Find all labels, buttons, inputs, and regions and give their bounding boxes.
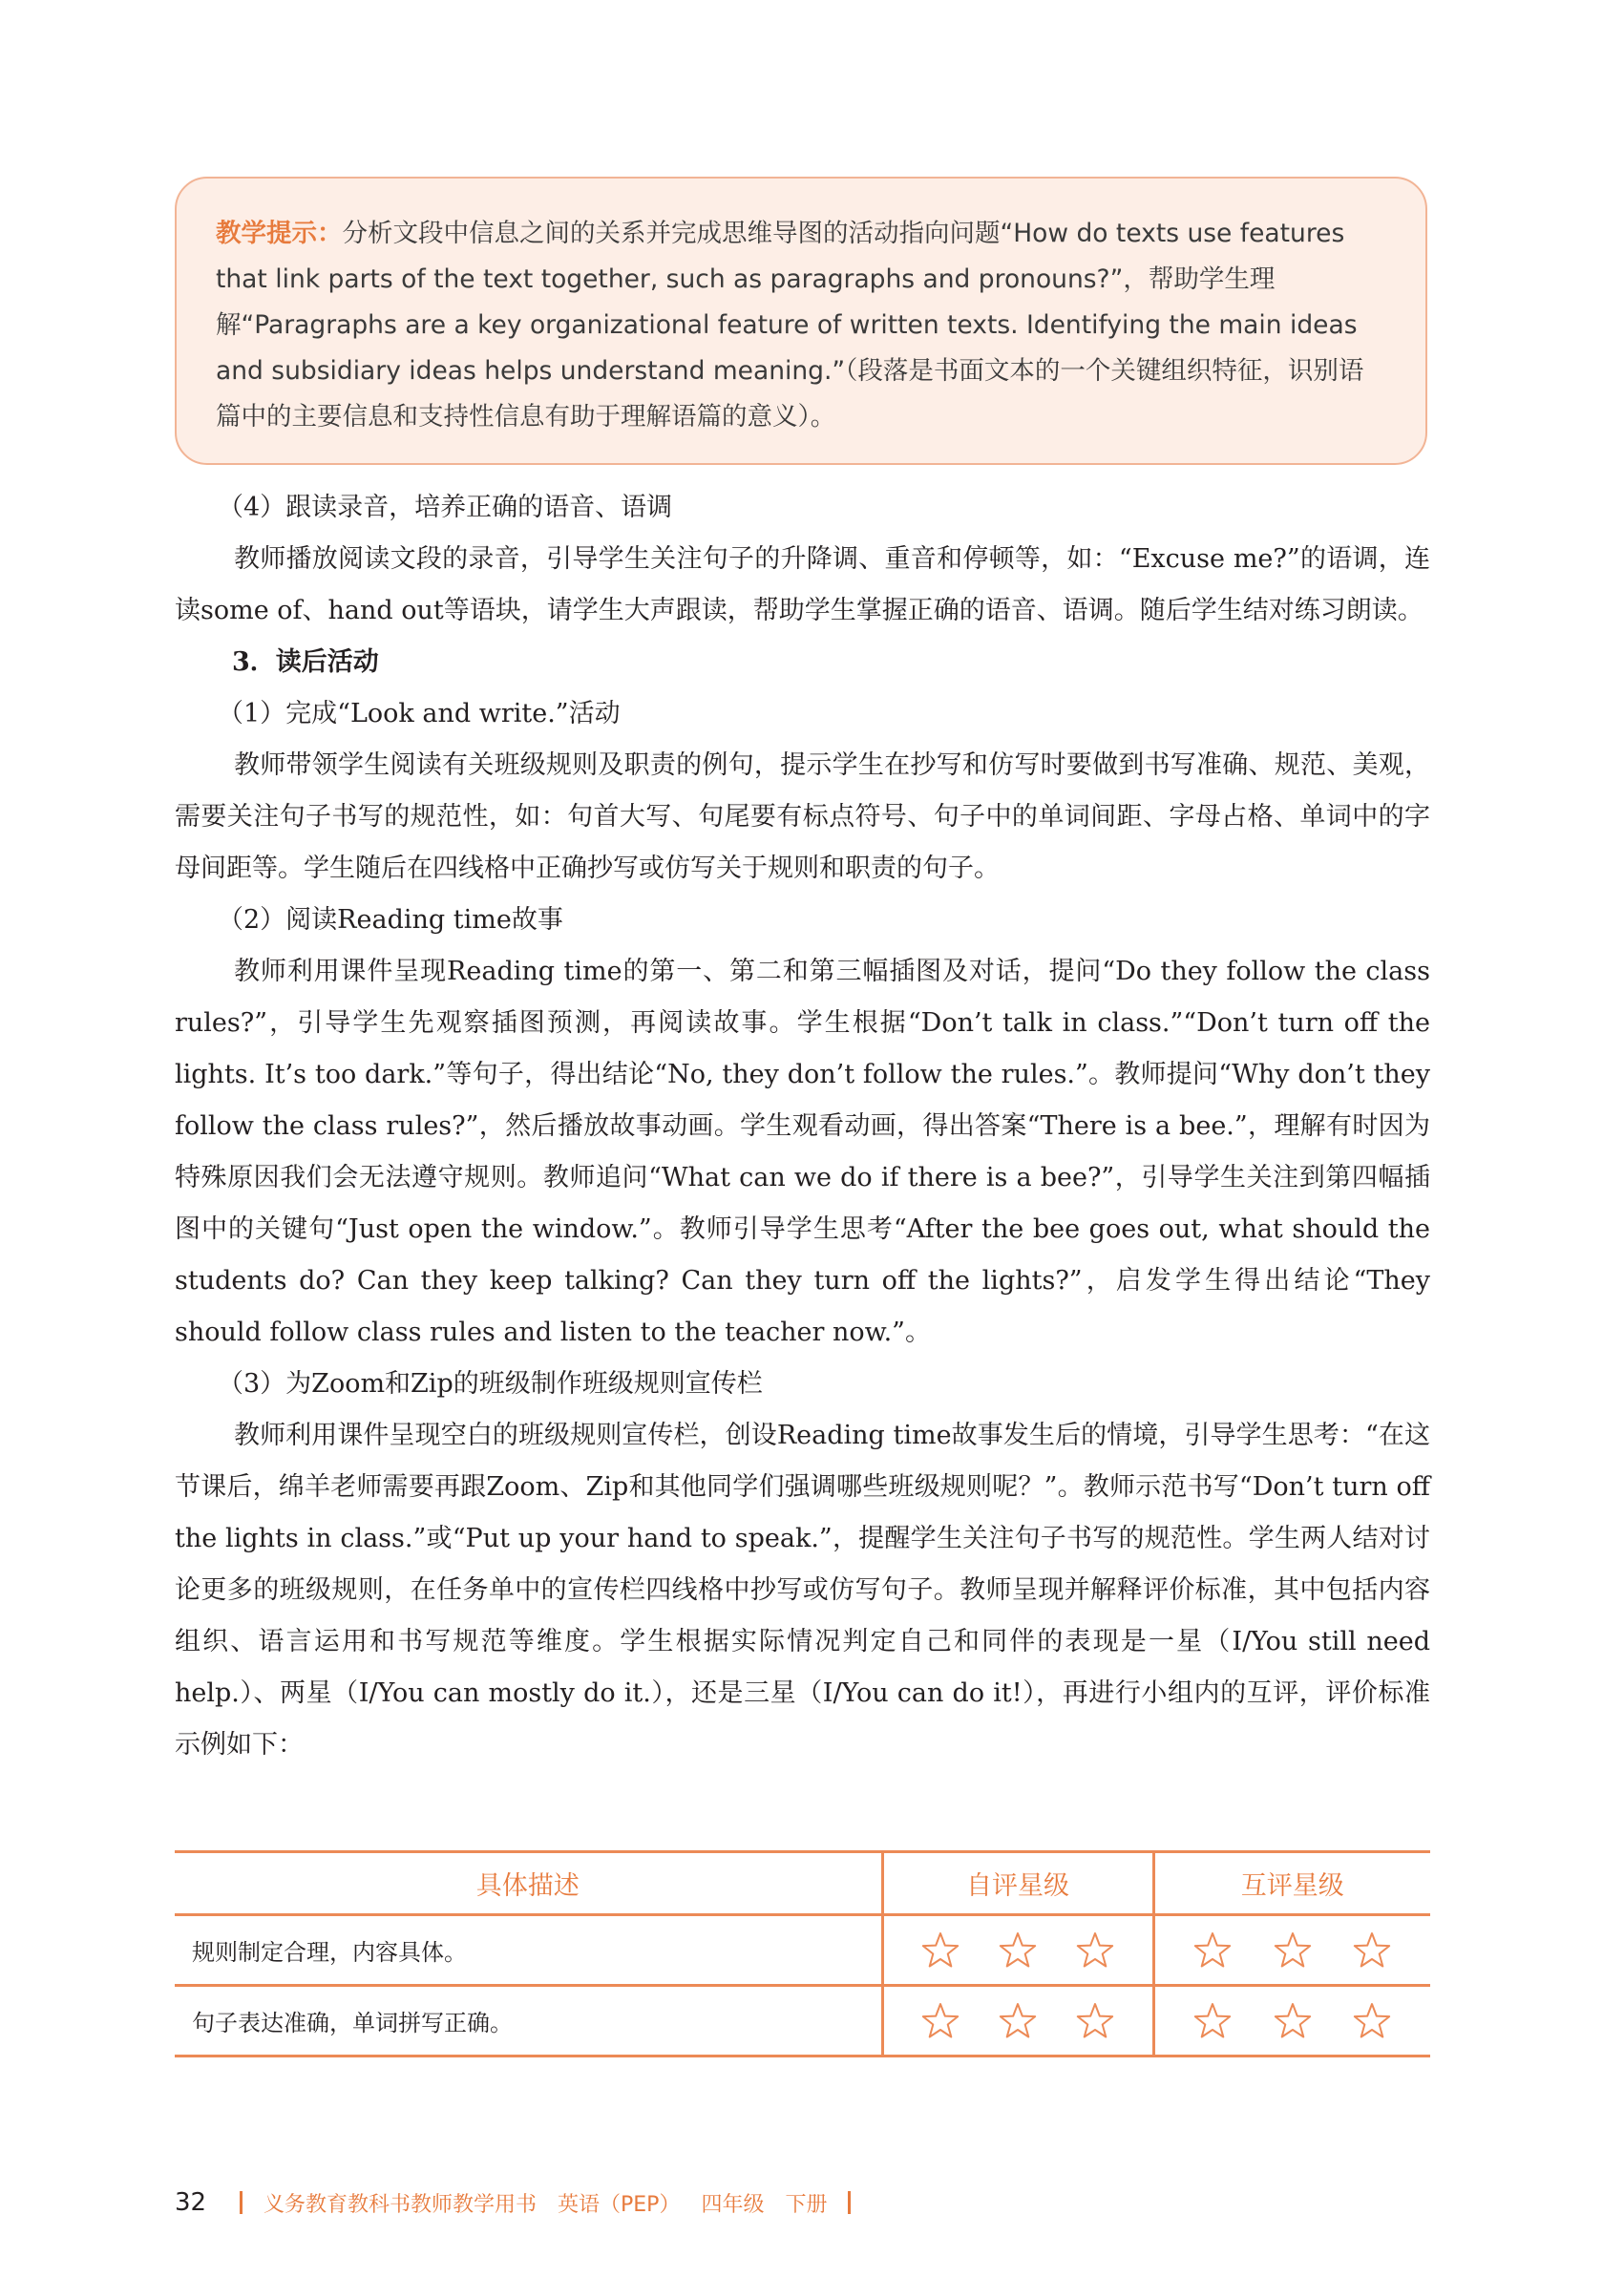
star-rating [885,1930,1151,1971]
star-outline-icon [920,2001,960,2041]
footer-divider [848,2191,851,2214]
criterion-description: 句子表达准确，单词拼写正确。 [175,1986,882,2057]
table-row [175,1915,1430,1986]
peer-rating-cell [1153,1915,1430,1986]
star-rating [1156,2001,1430,2041]
star-outline-icon [998,1930,1038,1971]
star-outline-icon [998,2001,1038,2041]
star-outline-icon [1192,1930,1233,1971]
footer-subject: 英语（PEP） [558,2192,681,2217]
subsection-1-heading: （1）完成“Look and write.”活动 [218,699,621,728]
criterion-description: 规则制定合理，内容具体。 [175,1915,882,1986]
subsection-4-paragraph: 教师播放阅读文段的录音，引导学生关注句子的升降调、重音和停顿等，如：“Excuse me?”的语调，连读some of、hand out等语块，请学生大声跟读，帮助学生掌握正确的语音、语调。随后学生结对练习朗读。 [175,544,1430,625]
subsection-2-paragraph: 教师利用课件呈现Reading time的第一、第二和第三幅插图及对话，提问“Do they follow the class rules?”，引导学生先观察插图预测，再阅读故事。学生根据“Don’t talk in class.”“Don’t turn off the lights. It’s too dark.”等句子，得出结论“No, they don’t follow the rules.”。教师提问“Why don’t they follow the class rules?”，然后播放故事动画。学生观看动画，得出答案“There is a bee.”，理解有时因为特殊原因我们会无法遵守规则。教师追问“What can we do if there is a bee?”，引导学生关注到第四幅插图中的关键句“Just open the window.”。教师引导学生思考“After the bee goes out, what should the students do? Can they keep talking? Can they turn off the lights?”，启发学生得出结论“They should follow class rules and listen to the teacher now.”。 [175,957,1430,1347]
section-3-heading: 3．读后活动 [232,647,379,677]
header-peer-rating: 互评星级 [1153,1852,1430,1915]
header-description: 具体描述 [175,1852,882,1915]
star-outline-icon [1075,2001,1115,2041]
tip-text: 分析文段中信息之间的关系并完成思维导图的活动指向问题“How do texts use features that link parts of the text together, such as paragraphs and pronouns?”，帮助学生理解“Paragraphs are a key organizational feature of written texts. Identifying the main ideas and subsidiary ideas helps understand meaning.”（段落是书面文本的一个关键组织特征，识别语篇中的主要信息和支持性信息有助于理解语篇的意义）。 [216,219,1364,432]
subsection-3-heading: （3）为Zoom和Zip的班级制作班级规则宣传栏 [218,1369,763,1399]
star-outline-icon [920,1930,960,1971]
self-rating-cell [882,1986,1153,2057]
page-number: 32 [175,2188,207,2217]
self-rating-cell [882,1915,1153,1986]
table-row [175,1986,1430,2057]
page-footer [175,2183,872,2222]
star-rating [1156,1930,1430,1971]
star-outline-icon [1273,2001,1313,2041]
main-text [175,482,1430,1771]
evaluation-rubric-table [175,1850,1430,2057]
teaching-tip-box [175,177,1427,465]
star-rating [885,2001,1151,2041]
star-outline-icon [1273,1930,1313,1971]
star-outline-icon [1352,1930,1392,1971]
peer-rating-cell [1153,1986,1430,2057]
subsection-2-heading: （2）阅读Reading time故事 [218,905,563,935]
star-outline-icon [1192,2001,1233,2041]
footer-book-title: 义务教育教科书教师教学用书 [264,2192,538,2217]
subsection-4-heading: （4）跟读录音，培养正确的语音、语调 [218,493,673,522]
star-outline-icon [1352,2001,1392,2041]
footer-grade: 四年级 [701,2192,765,2217]
header-self-rating: 自评星级 [882,1852,1153,1915]
subsection-3-paragraph: 教师利用课件呈现空白的班级规则宣传栏，创设Reading time故事发生后的情境，引导学生思考：“在这节课后，绵羊老师需要再跟Zoom、Zip和其他同学们强调哪些班级规则呢？”。教师示范书写“Don’t turn off the lights in class.”或“Put up your hand to speak.”，提醒学生关注句子书写的规范性。学生两人结对讨论更多的班级规则，在任务单中的宣传栏四线格中抄写或仿写句子。教师呈现并解释评价标准，其中包括内容组织、语言运用和书写规范等维度。学生根据实际情况判定自己和同伴的表现是一星（I/You still need help.）、两星（I/You can mostly do it.），还是三星（I/You can do it!），再进行小组内的互评，评价标准示例如下： [175,1421,1430,1760]
star-outline-icon [1075,1930,1115,1971]
subsection-1-paragraph: 教师带领学生阅读有关班级规则及职责的例句，提示学生在抄写和仿写时要做到书写准确、规范、美观，需要关注句子书写的规范性，如：句首大写、句尾要有标点符号、句子中的单词间距、字母占格、单词中的字母间距等。学生随后在四线格中正确抄写或仿写关于规则和职责的句子。 [175,750,1430,883]
footer-divider [240,2191,243,2214]
tip-label: 教学提示： [216,219,343,248]
table-header-row [175,1852,1430,1915]
footer-volume: 下册 [785,2192,828,2217]
